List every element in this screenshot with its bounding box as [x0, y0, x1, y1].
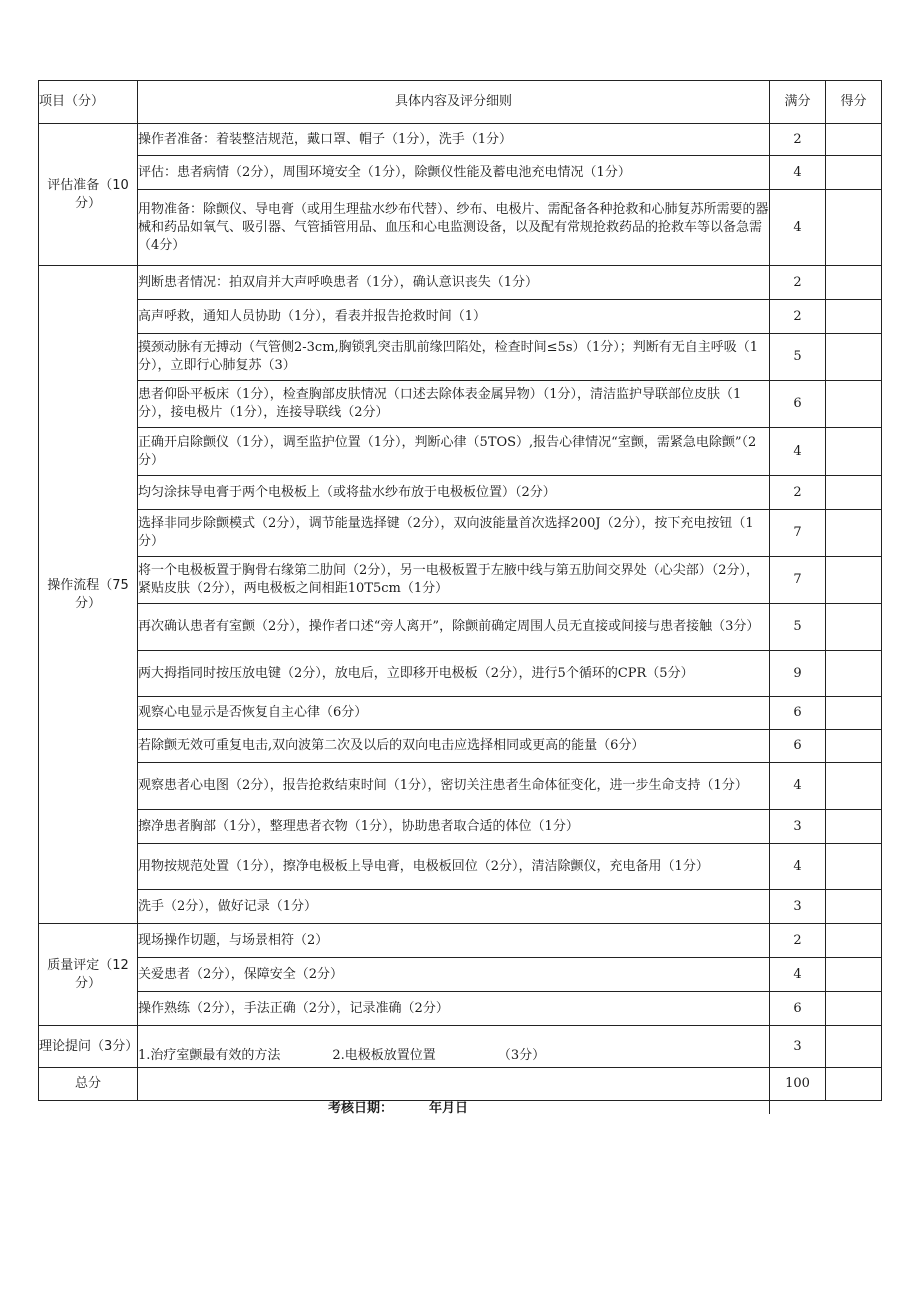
row-score-cell[interactable] [826, 476, 882, 510]
row-detail: 现场操作切题，与场景相符（2） [138, 924, 770, 958]
row-full-score: 5 [770, 334, 826, 381]
row-score-cell[interactable] [826, 124, 882, 156]
table-row [39, 844, 882, 890]
exam-date [328, 1097, 468, 1116]
row-score-cell[interactable] [826, 697, 882, 730]
row-full-score: 3 [770, 890, 826, 924]
exam-date-value[interactable]: 年月日 [429, 1101, 469, 1116]
table-row [39, 428, 882, 476]
header-score: 得分 [826, 81, 882, 124]
row-detail: 选择非同步除颤模式（2分），调节能量选择键（2分），双向波能量首次选择200J（2分），按下充电按钮（1分） [138, 510, 770, 557]
row-full-score: 6 [770, 992, 826, 1026]
theory-full-score: 3 [770, 1026, 826, 1068]
theory-question-2: 2.电极板放置位置 [332, 1048, 436, 1063]
header-detail: 具体内容及评分细则 [138, 81, 770, 124]
theory-questions [138, 1026, 770, 1068]
row-score-cell[interactable] [826, 334, 882, 381]
table-row [39, 476, 882, 510]
theory-question-1: 1.治疗室颤最有效的方法 [138, 1048, 281, 1063]
scoring-table [38, 80, 882, 1101]
row-full-score: 9 [770, 651, 826, 697]
table-row [39, 890, 882, 924]
row-full-score: 4 [770, 844, 826, 890]
row-score-cell[interactable] [826, 992, 882, 1026]
row-score-cell[interactable] [826, 730, 882, 763]
header-item: 项目（分） [39, 81, 138, 124]
row-score-cell[interactable] [826, 266, 882, 300]
section-total: 总分 [39, 1068, 138, 1101]
row-detail: 洗手（2分），做好记录（1分） [138, 890, 770, 924]
row-full-score: 4 [770, 763, 826, 810]
row-score-cell[interactable] [826, 557, 882, 604]
row-full-score: 2 [770, 300, 826, 334]
row-detail: 操作者准备：着装整洁规范，戴口罩、帽子（1分），洗手（1分） [138, 124, 770, 156]
row-full-score: 4 [770, 190, 826, 266]
table-row [39, 190, 882, 266]
divider-line [769, 1091, 770, 1114]
row-full-score: 2 [770, 266, 826, 300]
table-row [39, 763, 882, 810]
table-row [39, 992, 882, 1026]
header-full-score: 满分 [770, 81, 826, 124]
row-detail: 观察患者心电图（2分），报告抢救结束时间（1分），密切关注患者生命体征变化，进一步生命支持（1分） [138, 763, 770, 810]
row-full-score: 2 [770, 924, 826, 958]
row-detail: 正确开启除颤仪（1分），调至监护位置（1分），判断心律（5TOS）,报告心律情况“室颤，需紧急电除颤”（2分） [138, 428, 770, 476]
table-row [39, 730, 882, 763]
total-row [39, 1068, 882, 1101]
row-full-score: 6 [770, 730, 826, 763]
row-score-cell[interactable] [826, 156, 882, 190]
row-score-cell[interactable] [826, 428, 882, 476]
row-detail: 高声呼救，通知人员协助（1分），看表并报告抢救时间（1） [138, 300, 770, 334]
row-score-cell[interactable] [826, 190, 882, 266]
section-quality: 质量评定（12分） [39, 924, 138, 1026]
row-full-score: 4 [770, 428, 826, 476]
row-detail: 患者仰卧平板床（1分），检查胸部皮肤情况（口述去除体表金属异物）（1分），清洁监护导联部位皮肤（1分），接电极片（1分），连接导联线（2分） [138, 381, 770, 428]
row-detail: 观察心电显示是否恢复自主心律（6分） [138, 697, 770, 730]
total-score-cell[interactable] [826, 1068, 882, 1101]
row-score-cell[interactable] [826, 300, 882, 334]
section-theory: 理论提问（3分） [39, 1026, 138, 1068]
table-row [39, 510, 882, 557]
row-score-cell[interactable] [826, 381, 882, 428]
row-score-cell[interactable] [826, 810, 882, 844]
row-detail: 操作熟练（2分），手法正确（2分），记录准确（2分） [138, 992, 770, 1026]
table-row [39, 156, 882, 190]
row-detail: 用物按规范处置（1分），擦净电极板上导电膏，电极板回位（2分），清洁除颤仪，充电备用（1分） [138, 844, 770, 890]
row-full-score: 2 [770, 124, 826, 156]
row-full-score: 4 [770, 958, 826, 992]
table-row [39, 958, 882, 992]
table-row [39, 557, 882, 604]
row-detail: 判断患者情况：拍双肩并大声呼唤患者（1分），确认意识丧失（1分） [138, 266, 770, 300]
table-row [39, 1026, 882, 1068]
row-full-score: 6 [770, 381, 826, 428]
row-full-score: 5 [770, 604, 826, 651]
row-score-cell[interactable] [826, 510, 882, 557]
row-detail: 评估：患者病情（2分），周围环境安全（1分），除颤仪性能及蓄电池充电情况（1分） [138, 156, 770, 190]
total-detail-cell [138, 1068, 770, 1101]
row-detail: 若除颤无效可重复电击,双向波第二次及以后的双向电击应选择相同或更高的能量（6分） [138, 730, 770, 763]
row-full-score: 7 [770, 510, 826, 557]
table-row [39, 124, 882, 156]
header-row [39, 81, 882, 124]
row-score-cell[interactable] [826, 924, 882, 958]
row-score-cell[interactable] [826, 651, 882, 697]
row-detail: 两大拇指同时按压放电键（2分），放电后，立即移开电极板（2分），进行5个循环的CPR（5分） [138, 651, 770, 697]
row-detail: 擦净患者胸部（1分），整理患者衣物（1分），协助患者取合适的体位（1分） [138, 810, 770, 844]
row-full-score: 3 [770, 810, 826, 844]
section-operate: 操作流程（75分） [39, 266, 138, 924]
table-row [39, 300, 882, 334]
table-row [39, 697, 882, 730]
row-score-cell[interactable] [826, 958, 882, 992]
row-score-cell[interactable] [826, 604, 882, 651]
table-row [39, 381, 882, 428]
row-detail: 均匀涂抹导电膏于两个电极板上（或将盐水纱布放于电极板位置）（2分） [138, 476, 770, 510]
section-assess: 评估准备（10分） [39, 124, 138, 266]
total-full-score: 100 [770, 1068, 826, 1101]
row-full-score: 7 [770, 557, 826, 604]
row-detail: 将一个电极板置于胸骨右缘第二肋间（2分），另一电极板置于左腋中线与第五肋间交界处（心尖部）（2分），紧贴皮肤（2分），两电极板之间相距10T5cm（1分） [138, 557, 770, 604]
row-detail: 关爱患者（2分），保障安全（2分） [138, 958, 770, 992]
table-row [39, 334, 882, 381]
row-score-cell[interactable] [826, 844, 882, 890]
table-row [39, 924, 882, 958]
table-row [39, 604, 882, 651]
row-detail: 再次确认患者有室颤（2分），操作者口述“旁人离开”，除颤前确定周围人员无直接或间接与患者接触（3分） [138, 604, 770, 651]
row-score-cell[interactable] [826, 890, 882, 924]
row-full-score: 6 [770, 697, 826, 730]
table-row [39, 810, 882, 844]
theory-score-cell[interactable] [826, 1026, 882, 1068]
table-row [39, 651, 882, 697]
row-score-cell[interactable] [826, 763, 882, 810]
theory-points: （3分） [497, 1048, 546, 1063]
row-detail: 用物准备：除颤仪、导电膏（或用生理盐水纱布代替）、纱布、电极片、需配备各种抢救和心肺复苏所需要的器械和药品如氧气、吸引器、气管插管用品、血压和心电监测设备，以及配有常规抢救药品的抢救车等以备急需（4分） [138, 190, 770, 266]
table-row [39, 266, 882, 300]
row-full-score: 4 [770, 156, 826, 190]
row-full-score: 2 [770, 476, 826, 510]
exam-date-label: 考核日期： [328, 1101, 394, 1116]
row-detail: 摸颈动脉有无搏动（气管侧2-3cm,胸锁乳突击肌前缘凹陷处，检查时间≤5s）（1分）；判断有无自主呼吸（1分），立即行心肺复苏（3） [138, 334, 770, 381]
